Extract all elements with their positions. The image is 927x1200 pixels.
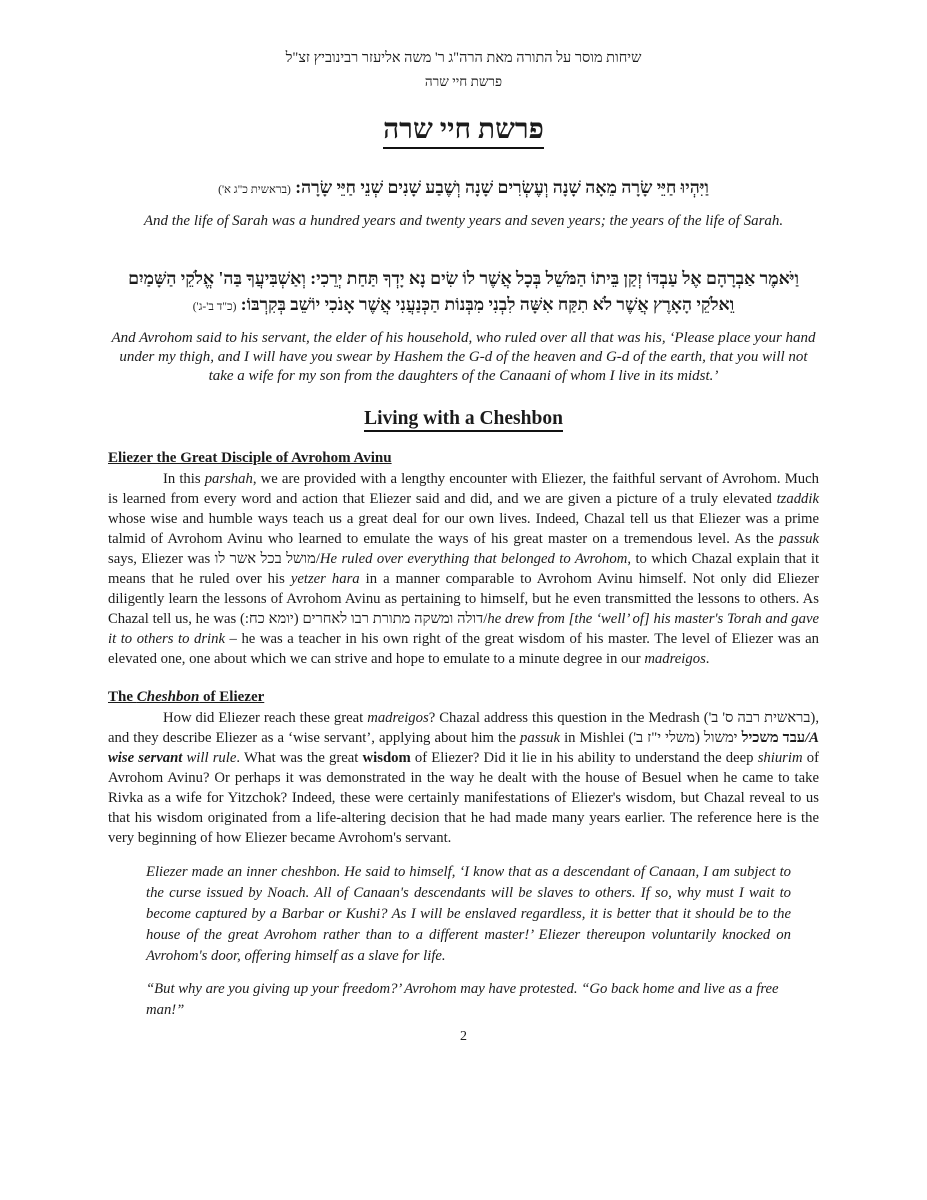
- block-quote-2: “But why are you giving up your freedom?’ Avrohom may have protested. “Go back home and live as a free man!”: [146, 981, 779, 1019]
- page-number: 2: [460, 1029, 467, 1045]
- section-2-heading: The Cheshbon of Eliezer: [108, 689, 265, 706]
- verse-2-translation: And Avrohom said to his servant, the elder of his household, who ruled over all that was his, ‘Please place your hand under my thigh, and I will have you swear by Hashem the G-d of the heaven and G-d of the earth, that you will not take a wife for my son from the daughters of the Canaani of whom I live in its midst.’: [111, 330, 816, 385]
- document-header: [108, 48, 819, 92]
- header-parsha-name: פרשת חיי שרה: [424, 74, 503, 90]
- header-series-title: שיחות מוסר על התורה מאת הרה"ג ר' משה אליעזר רבינוביץ זצ"ל: [285, 50, 642, 66]
- section-2-paragraph: How did Eliezer reach these great madreigos? Chazal address this question in the Medrash (בראשית רבה ס' ב'), and they describe Eliezer as a ‘wise servant’, applying about him the passuk in Mishlei עבד משכיל ימשול (משלי י"ז ב') /A wise servant will rule. What was the great wisdom of Eliezer? Did it lie in his ability to understand the deep shiurim of Avrohom Avinu? Or perhaps it was demonstrated in the way he dealt with the house of Besuel when he came to take Rivka as a wife for Yitzchok? Indeed, these were certainly manifestations of Eliezer's wisdom, but Chazal reveal to us that his wisdom originated from a life-altering decision that he had made many years earlier. The reference here is the very beginning of how Eliezer became Avrohom's servant.: [108, 710, 819, 847]
- main-heading: Living with a Cheshbon: [108, 408, 819, 430]
- verse-2-hebrew: וַיֹּאמֶר אַבְרָהָם אֶל עַבְדּוֹ זְקַן בֵּיתוֹ הַמֹּשֵׁל בְּכָל אֲשֶׁר לוֹ שִׂים נָא יָדְךָ תַּחַת יְרֵכִי: וְאַשְׁבִּיעֲךָ בַּה' אֱלֹקֵי הַשָּׁמַיִם וֵאלֹקֵי הָאָרֶץ אֲשֶׁר לֹא תִקַּח אִשָּׁה לִבְנִי מִבְּנוֹת הַכְּנַעֲנִי אֲשֶׁר אָנֹכִי יוֹשֵׁב בְּקִרְבּוֹ: (כ"ד ב'-ג'): [128, 268, 799, 315]
- section-1-paragraph: In this parshah, we are provided with a lengthy encounter with Eliezer, the faithful servant of Avrohom. Much is learned from every word and action that Eliezer said and did, and we are given a picture of a truly elevated tzaddik whose wise and humble ways teach us a great deal for our own lives. Indeed, Chazal tell us that Eliezer was a prime talmid of Avrohom Avinu who learned to emulate the ways of his great master on a tremendous level. As the passuk says, Eliezer was מושל בכל אשר לו/He ruled over everything that belonged to Avrohom, to which Chazal explain that it means that he ruled over his yetzer hara in a manner comparable to Avrohom Avinu himself. Not only did Eliezer diligently learn the lessons of Avrohom Avinu as pertaining to himself, but he even transmitted the lessons to others. As Chazal tell us, he was דולה ומשקה מתורת רבו לאחרים (יומא כח:)/he drew from [the ‘well’ of] his master's Torah and gave it to others to drink – he was a teacher in his own right of the great wisdom of his master. The level of Eliezer was an elevated one, one about which we can strive and hope to emulate to a minute degree in our madreigos.: [108, 471, 820, 668]
- block-quote-1: Eliezer made an inner cheshbon. He said to himself, ‘I know that as a descendant of Canaan, I am subject to the curse issued by Noach. All of Canaan's descendants will be slaves to others. If so, why must I wait to become captured by a Barbar or Kushi? As I will be enslaved regardless, it is better that it should be to the house of the great Avrohom rather than to a different master!’ Eliezer thereupon voluntarily knocked on Avrohom's door, offering himself as a slave for life.: [146, 864, 791, 965]
- section-1-heading: Eliezer the Great Disciple of Avrohom Avinu: [108, 450, 392, 467]
- verse-1-translation: And the life of Sarah was a hundred years and twenty years and seven years; the years of the life of Sarah.: [143, 213, 784, 230]
- page-title: פרשת חיי שרה: [108, 114, 819, 146]
- verse-1-hebrew: וַיִּהְיוּ חַיֵּי שָׂרָה מֵאָה שָׁנָה וְעֶשְׂרִים שָׁנָה וְשֶׁבַע שָׁנִים שְׁנֵי חַיֵּי שָׂרָה: (בראשית כ"ג א'): [218, 177, 709, 198]
